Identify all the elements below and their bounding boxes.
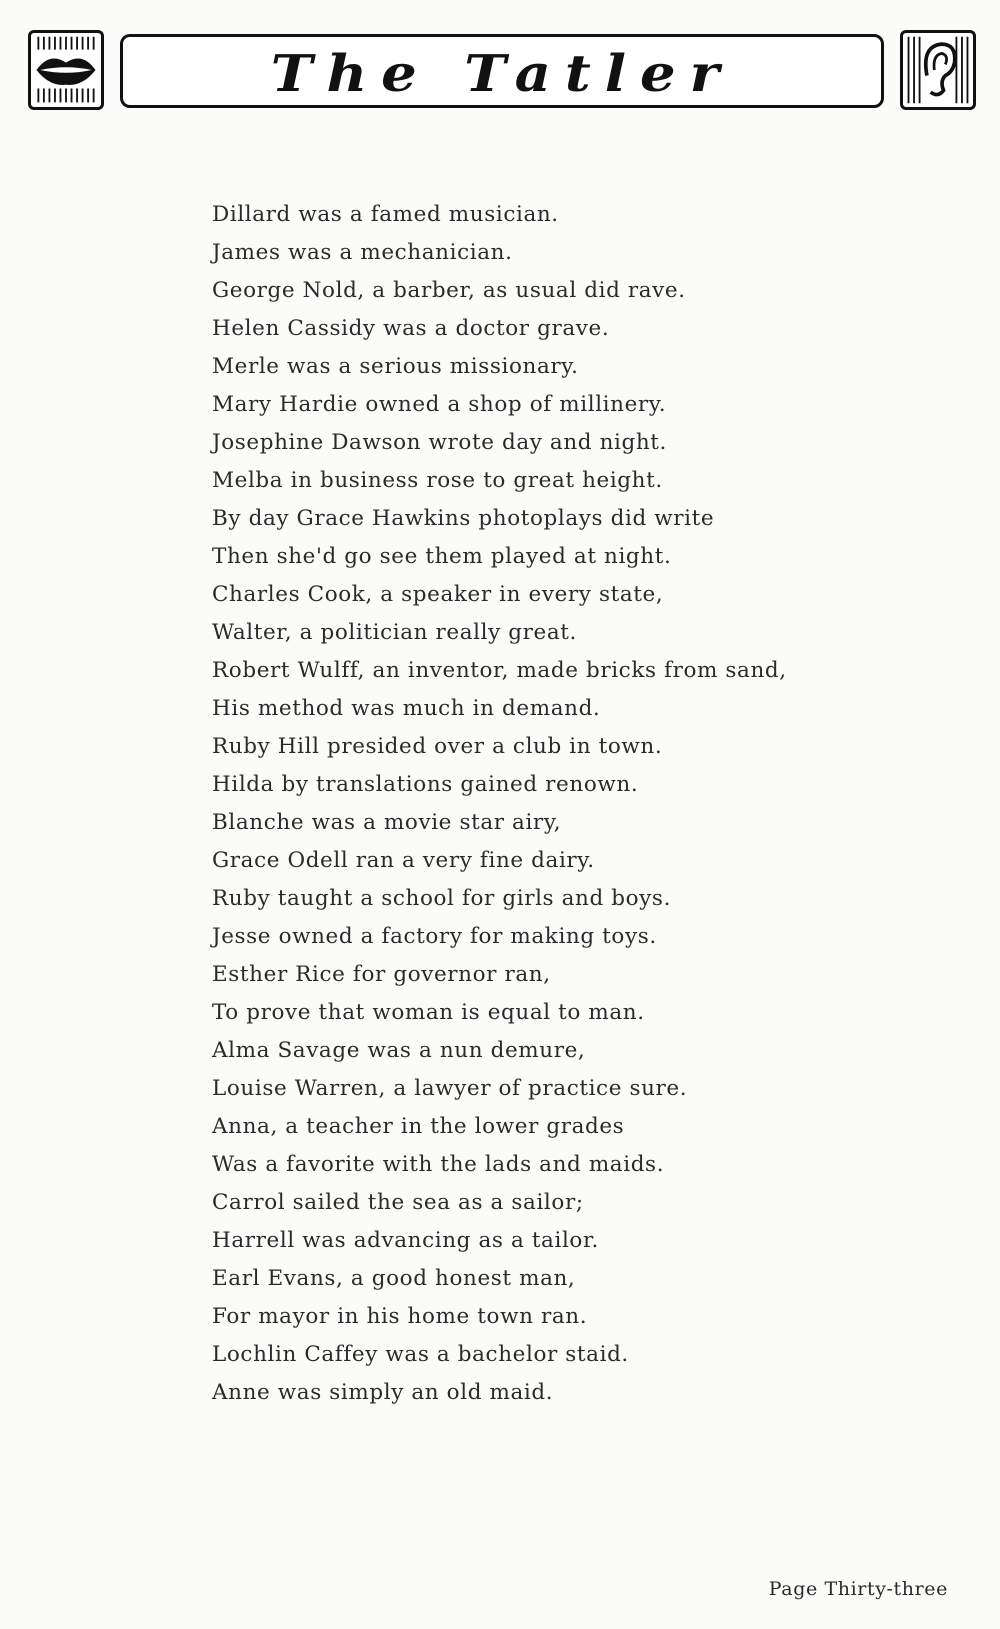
poem-line: Anne was simply an old maid. <box>212 1380 554 1405</box>
poem-line: Charles Cook, a speaker in every state, <box>212 582 664 607</box>
poem-line: Carrol sailed the sea as a sailor; <box>212 1190 584 1215</box>
lips-emblem <box>28 30 104 110</box>
poem-line: By day Grace Hawkins photoplays did write <box>212 506 715 531</box>
title-frame <box>120 34 884 108</box>
poem-line: To prove that woman is equal to man. <box>212 1000 645 1025</box>
poem-line: Ruby taught a school for girls and boys. <box>212 886 671 911</box>
poem-line: Helen Cassidy was a doctor grave. <box>212 316 610 341</box>
poem-line: Then she'd go see them played at night. <box>212 544 672 569</box>
poem <box>212 196 852 1412</box>
poem-line: Earl Evans, a good honest man, <box>212 1266 576 1291</box>
poem-line: Merle was a serious missionary. <box>212 354 579 379</box>
poem-line: Anna, a teacher in the lower grades <box>212 1114 625 1139</box>
poem-line: Grace Odell ran a very fine dairy. <box>212 848 595 873</box>
poem-line: For mayor in his home town ran. <box>212 1304 588 1329</box>
page-number: Page Thirty-three <box>768 1578 948 1600</box>
poem-line: Esther Rice for governor ran, <box>212 962 551 987</box>
poem-line: Josephine Dawson wrote day and night. <box>212 430 667 455</box>
poem-line: Ruby Hill presided over a club in town. <box>212 734 663 759</box>
poem-line: His method was much in demand. <box>212 696 601 721</box>
lips-icon <box>31 33 101 107</box>
poem-line: Dillard was a famed musician. <box>212 202 559 227</box>
poem-line: Louise Warren, a lawyer of practice sure. <box>212 1076 688 1101</box>
poem-line: Harrell was advancing as a tailor. <box>212 1228 599 1253</box>
ear-emblem <box>900 30 976 110</box>
poem-line: Robert Wulff, an inventor, made bricks from sand, <box>212 658 787 683</box>
poem-line: James was a mechanician. <box>212 240 513 265</box>
poem-line: Walter, a politician really great. <box>212 620 577 645</box>
poem-line: Melba in business rose to great height. <box>212 468 663 493</box>
poem-line: Mary Hardie owned a shop of millinery. <box>212 392 667 417</box>
poem-line: Alma Savage was a nun demure, <box>212 1038 586 1063</box>
poem-line: Hilda by translations gained renown. <box>212 772 639 797</box>
ear-icon <box>903 33 973 107</box>
masthead-title: The Tatler <box>270 44 734 104</box>
poem-line: George Nold, a barber, as usual did rave. <box>212 278 686 303</box>
page-header <box>28 30 976 112</box>
poem-line: Jesse owned a factory for making toys. <box>212 924 657 949</box>
poem-line: Blanche was a movie star airy, <box>212 810 562 835</box>
poem-line: Was a favorite with the lads and maids. <box>212 1152 665 1177</box>
poem-line: Lochlin Caffey was a bachelor staid. <box>212 1342 629 1367</box>
